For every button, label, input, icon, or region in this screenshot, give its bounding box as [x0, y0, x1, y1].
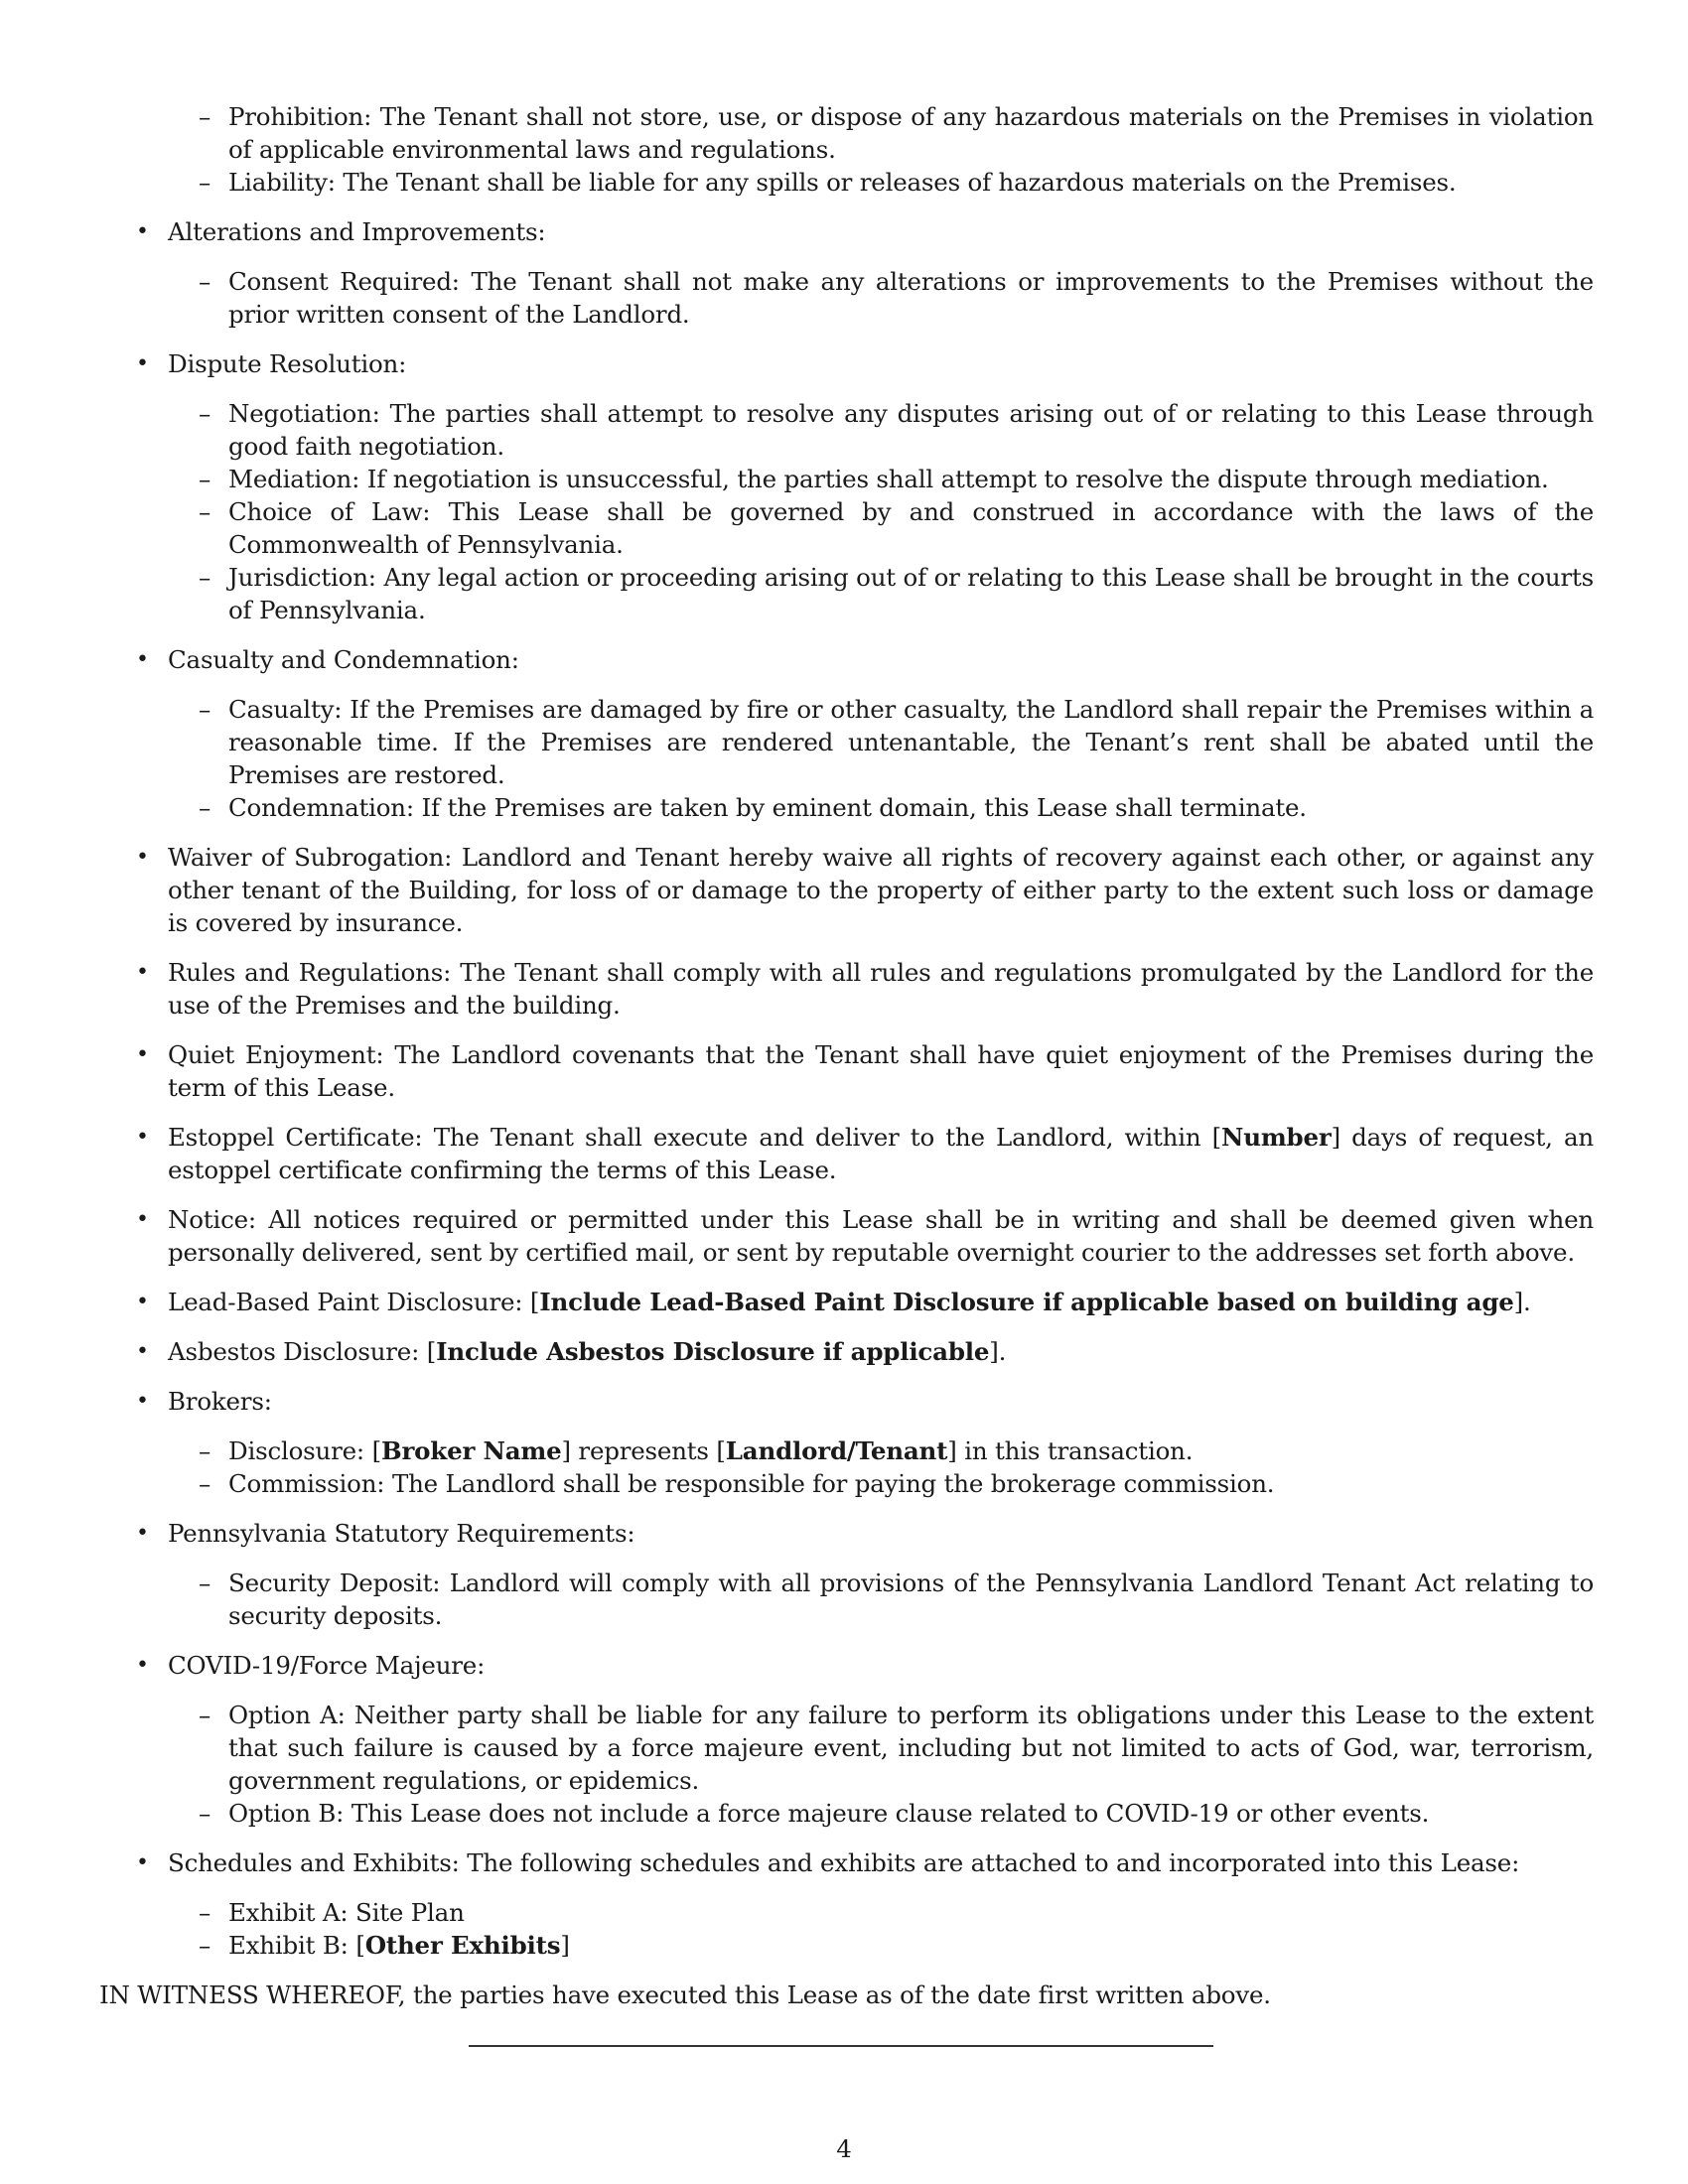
clause-covid	[99, 1649, 1594, 1830]
estoppel-text-after: ] days of request, an estoppel certificate confirming the terms of this Lease.	[168, 1123, 1594, 1184]
brokers-heading: Brokers:	[168, 1387, 272, 1416]
covid-option-a: – Option A: Neither party shall be liable for any failure to perform its obligations under this Lease to the extent that such failure is caused by a force majeure event, including but not limited to acts of God, war, terrorism, government regulations, or epidemics.	[168, 1699, 1594, 1797]
exhibit-b-text-before: Exhibit B: [	[228, 1931, 365, 1960]
dispute-mediation: – Mediation: If negotiation is unsuccessful, the parties shall attempt to resolve the dispute through mediation.	[168, 463, 1594, 495]
disclosure-text-mid: ] represents [	[561, 1436, 726, 1465]
estoppel-text-before: Estoppel Certificate: The Tenant shall execute and deliver to the Landlord, within [	[168, 1123, 1222, 1152]
statutory-heading: Pennsylvania Statutory Requirements:	[168, 1519, 635, 1548]
clause-quiet-enjoyment: • Quiet Enjoyment: The Landlord covenants that the Tenant shall have quiet enjoyment of the Premises during the term of this Lease.	[99, 1038, 1594, 1104]
dispute-heading: Dispute Resolution:	[168, 349, 407, 378]
clause-estoppel	[99, 1121, 1594, 1186]
clause-brokers	[99, 1385, 1594, 1500]
exhibit-b	[168, 1929, 1594, 1962]
exhibit-b-placeholder: Other Exhibits	[364, 1931, 561, 1960]
schedules-sublist	[168, 1896, 1594, 1962]
clause-notice: • Notice: All notices required or permitted under this Lease shall be in writing and shall be deemed given when personally delivered, sent by certified mail, or sent by reputable overnight courier to the addresses set forth above.	[99, 1203, 1594, 1269]
page-number: 4	[836, 2134, 852, 2163]
covid-heading: COVID-19/Force Majeure:	[168, 1651, 486, 1680]
casualty-heading: Casualty and Condemnation:	[168, 645, 519, 674]
asbestos-text-before: Asbestos Disclosure: [	[168, 1337, 437, 1366]
clause-statutory	[99, 1517, 1594, 1632]
clause-list	[99, 215, 1594, 1962]
dispute-negotiation: – Negotiation: The parties shall attempt to resolve any disputes arising out of or relating to this Lease through good faith negotiation.	[168, 397, 1594, 463]
party-placeholder: Landlord/Tenant	[725, 1436, 948, 1465]
clause-alterations	[99, 215, 1594, 331]
clause-lead-paint	[99, 1286, 1594, 1318]
alterations-sublist	[168, 265, 1594, 331]
brokers-sublist	[168, 1434, 1594, 1500]
lead-text-after: ].	[1513, 1288, 1531, 1316]
dispute-sublist	[168, 397, 1594, 626]
lead-text-before: Lead-Based Paint Disclosure: [	[168, 1288, 540, 1316]
exhibit-b-text-after: ]	[560, 1931, 570, 1960]
dispute-jurisdiction: – Jurisdiction: Any legal action or proceeding arising out of or relating to this Lease shall be brought in the courts of Pennsylvania.	[168, 561, 1594, 626]
signature-line	[469, 2045, 1213, 2047]
estoppel-placeholder: Number	[1221, 1123, 1332, 1152]
asbestos-text-after: ].	[989, 1337, 1007, 1366]
dispute-choice-of-law: – Choice of Law: This Lease shall be governed by and construed in accordance with the laws of the Commonwealth of Pennsylvania.	[168, 495, 1594, 561]
alterations-heading: Alterations and Improvements:	[168, 217, 546, 246]
casualty-sublist	[168, 693, 1594, 824]
hazmat-sublist	[168, 100, 1594, 199]
clause-waiver: • Waiver of Subrogation: Landlord and Tenant hereby waive all rights of recovery against each other, or against any other tenant of the Building, for loss of or damage to the property of either party to the extent such loss or damage is covered by insurance.	[99, 841, 1594, 939]
statutory-sublist	[168, 1567, 1594, 1632]
schedules-heading: Schedules and Exhibits: The following schedules and exhibits are attached to and incorporated into this Lease:	[168, 1848, 1520, 1877]
alterations-consent: – Consent Required: The Tenant shall not make any alterations or improvements to the Premises without the prior written consent of the Landlord.	[168, 265, 1594, 331]
broker-name-placeholder: Broker Name	[380, 1436, 562, 1465]
disclosure-text-before: Disclosure: [	[228, 1436, 381, 1465]
casualty-casualty: – Casualty: If the Premises are damaged by fire or other casualty, the Landlord shall repair the Premises within a reasonable time. If the Premises are rendered untenantable, the Tenant’s rent shall be abated until the Premises are restored.	[168, 693, 1594, 791]
clause-asbestos	[99, 1335, 1594, 1368]
hazmat-liability: – Liability: The Tenant shall be liable for any spills or releases of hazardous materials on the Premises.	[168, 166, 1594, 199]
asbestos-placeholder: Include Asbestos Disclosure if applicable	[436, 1337, 990, 1366]
lead-placeholder: Include Lead-Based Paint Disclosure if applicable based on building age	[539, 1288, 1514, 1316]
exhibit-a: – Exhibit A: Site Plan	[168, 1896, 1594, 1929]
brokers-commission: – Commission: The Landlord shall be responsible for paying the brokerage commission.	[168, 1467, 1594, 1500]
statutory-security-deposit: – Security Deposit: Landlord will comply with all provisions of the Pennsylvania Landlord Tenant Act relating to security deposits.	[168, 1567, 1594, 1632]
brokers-disclosure	[168, 1434, 1594, 1467]
witness-statement: IN WITNESS WHEREOF, the parties have executed this Lease as of the date first written above.	[99, 1980, 1271, 2009]
clause-rules: • Rules and Regulations: The Tenant shall comply with all rules and regulations promulgated by the Landlord for the use of the Premises and the building.	[99, 956, 1594, 1022]
covid-option-b: – Option B: This Lease does not include a force majeure clause related to COVID-19 or other events.	[168, 1797, 1594, 1830]
lease-body	[99, 100, 1594, 2011]
covid-sublist	[168, 1699, 1594, 1830]
casualty-condemnation: – Condemnation: If the Premises are taken by eminent domain, this Lease shall terminate.	[168, 791, 1594, 824]
clause-casualty	[99, 643, 1594, 824]
clause-dispute	[99, 347, 1594, 626]
hazmat-prohibition: – Prohibition: The Tenant shall not store, use, or dispose of any hazardous materials on the Premises in violation of applicable environmental laws and regulations.	[168, 100, 1594, 166]
disclosure-text-after: ] in this transaction.	[947, 1436, 1194, 1465]
clause-schedules	[99, 1846, 1594, 1962]
